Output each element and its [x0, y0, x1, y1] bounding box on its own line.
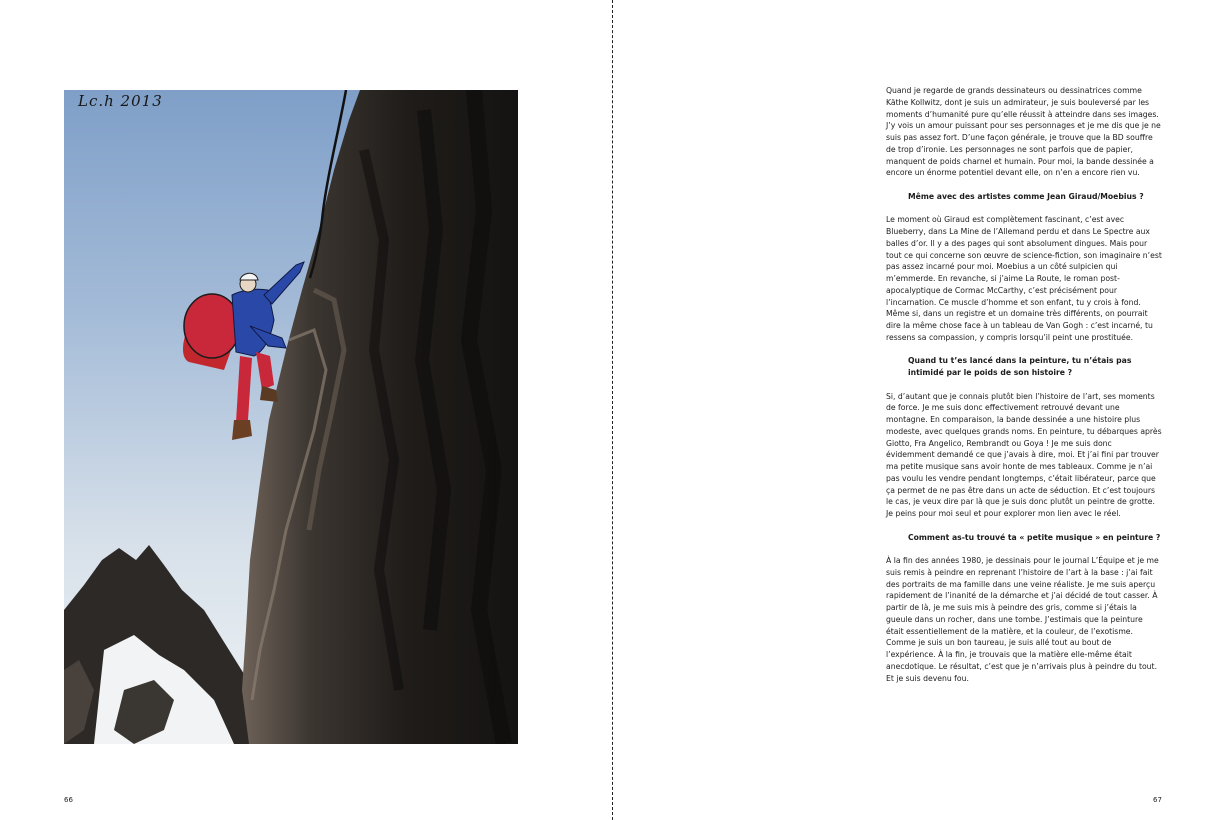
climber-illustration [64, 90, 518, 744]
interview-question: Même avec des artistes comme Jean Giraud/Moebius ? [908, 191, 1144, 201]
answer-paragraph: Si, d’autant que je connais plutôt bien l’histoire de l’art, ses moments de force. Je me suis donc effectivement retrouvé devant une montagne. En comparaison, la bande dessinée a une histoire plus modeste, avec quelques grands noms. En peinture, tu débarques après Giotto, Fra Angelico, Rembrandt ou Goya ! Je me suis donc évidemment demandé ce que j’avais à dire, moi. Et j’ai fini par trouver ma petite musique sans avoir honte de mes tableaux. Comme je n’ai pas voulu les vendre pendant longtemps, c’était libérateur, parce que ça permet de ne pas être dans un acte de séduction. Et c’est toujours le cas, je veux dire par là que je suis donc plutôt un peintre de grotte. Je peins pour moi seul et pour explorer mon lien avec le réel. [886, 391, 1162, 518]
answer-paragraph: À la fin des années 1980, je dessinais pour le journal L’Équipe et je me suis remis à peindre en reprenant l’histoire de l’art à la base : j’ai fait des portraits de ma famille dans une veine réaliste. Je me suis aperçu rapidement de l’inanité de la démarche et j’ai décidé de tout casser. À partir de là, je me suis mis à peindre des gris, comme si j’étais la gueule dans un rocher, dans une tombe. J’estimais que la peinture était essentiellement de la matière, et la couleur, de l’exotisme. Comme je suis un bon taureau, je suis allé tout au bout de l’expérience. À la fin, je trouvais que la matière elle-même était anecdotique. Le résultat, c’est que je n’arrivais plus à peindre du tout. Et je suis devenu fou. [886, 556, 1159, 683]
interview-question: Comment as-tu trouvé ta « petite musique » en peinture ? [908, 532, 1161, 542]
interview-text-column [886, 85, 1162, 696]
climber-painting-icon [64, 90, 518, 744]
page-number-left: 66 [64, 796, 73, 804]
page-number-right: 67 [1153, 796, 1162, 804]
artist-signature: Lc.h 2013 [78, 92, 163, 110]
answer-paragraph: Quand je regarde de grands dessinateurs ou dessinatrices comme Käthe Kollwitz, dont je suis un admirateur, je suis bouleversé par les moments d’humanité pure qu’elle réussit à atteindre dans ses images. J’y vois un amour puissant pour ses personnages et je me dis que je ne suis pas assez fort. D’une façon générale, je trouve que la BD souffre de trop d’ironie. Les personnages ne sont parfois que de papier, manquent de poids charnel et humain. Pour moi, la bande dessinée a encore un énorme potentiel devant elle, on n’en a encore rien vu. [886, 86, 1161, 178]
page-gutter-divider [612, 0, 613, 820]
answer-paragraph: Le moment où Giraud est complètement fascinant, c’est avec Blueberry, dans La Mine de l’Allemand perdu et dans Le Spectre aux balles d’or. Il y a des pages qui sont absolument dingues. Mais pour tout ce qui concerne son œuvre de science-fiction, son imaginaire n’est pas assez incarné pour moi. Moebius a un côté sulpicien qui m’emmerde. En revanche, si j’aime La Route, le roman post-apocalyptique de Cormac McCarthy, c’est précisément pour l’incarnation. Ce muscle d’homme et son enfant, tu y crois à fond. Même si, dans un registre et un domaine très différents, on pourrait dire la même chose face à un tableau de Van Gogh : c’est incarné, tu ressens sa compassion, y compris lorsqu’il peint une prostituée. [886, 215, 1162, 342]
interview-question: Quand tu t’es lancé dans la peinture, tu n’étais pas intimidé par le poids de son histoire ? [908, 356, 1132, 377]
